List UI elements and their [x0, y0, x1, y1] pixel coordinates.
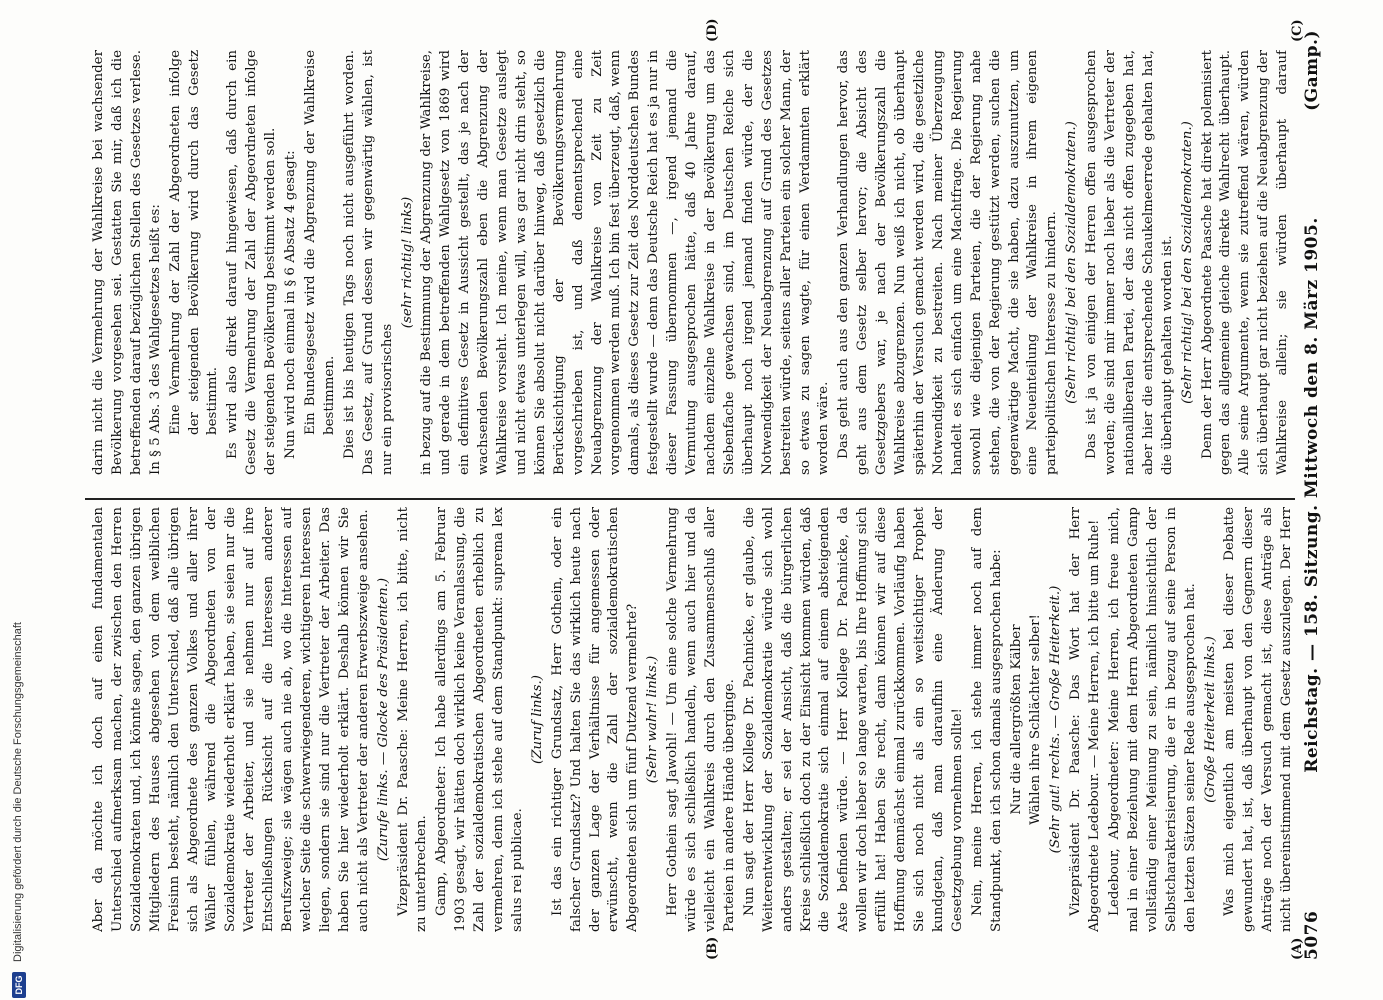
dfg-logo: DFG — [12, 972, 26, 998]
right-column-paragraph: Es wird also direkt darauf hingewiesen, daß durch ein Gesetz die Vermehrung der Zahl der Abgeordneten infolge der steigenden Bevölkerung bestimmt werden soll. — [225, 50, 279, 475]
margin-marker-b: (B) — [705, 936, 720, 960]
margin-marker-d: (D) — [705, 18, 720, 42]
left-column-paragraph: Was mich eigentlich am meisten bei dieser Debatte gewundert hat, ist, daß überhaupt von den Gegnern dieser Anträge noch der Versuch gemacht ist, diese Anträge als nicht übereinstimmend mit dem Gesetz auszulegen. Der Herr — [1222, 507, 1295, 932]
left-column-paragraph: (Sehr wahr! links.) — [645, 655, 661, 784]
page-header — [1302, 30, 1328, 960]
left-column-paragraph: (Zurufe links. — Glocke des Präsidenten.) — [375, 577, 391, 862]
margin-marker-c: (C) — [1290, 19, 1305, 42]
right-column-paragraph: (Sehr richtig! bei den Sozialdemokraten.) — [1179, 121, 1195, 404]
right-column-paragraph: (Sehr richtig! bei den Sozialdemokraten.) — [1064, 121, 1080, 404]
right-column-paragraph: Eine Vermehrung der Zahl der Abgeordneten infolge der steigenden Bevölkerung wird durch das Gesetz bestimmt. — [167, 50, 221, 435]
left-column-paragraph: Vizepräsident Dr. Paasche: Das Wort hat der Herr Abgeordnete Ledebour. — Meine Herren, ich bitte um Ruhe! — [1068, 507, 1103, 932]
right-column-paragraph: Ein Bundesgesetz wird die Abgrenzung der Wahlkreise bestimmen. — [302, 50, 337, 435]
left-column-paragraph: Ledebour, Abgeordneter: Meine Herren, ich freue mich, mal in einer Beziehung mit dem Herrn Abgeordneten Gamp vollständig einer Meinung zu sein, nämlich hinsichtlich der Selbstcharakterisierung, die er in bezug auf seine Person in den letzten Sätzen seiner Rede ausgesprochen hat. — [1107, 507, 1198, 932]
right-column-paragraph: Das ist ja von einigen der Herren offen ausgesprochen worden; die sind mir immer noch lieber als die Vertreter der nationalliberalen Partei, der das nicht offen zugegeben hat, aber hier die entsprechende Schaukelmeerrede gehalten hat, die überhaupt gehalten worden ist. — [1084, 50, 1175, 475]
page-number: 5076 — [1302, 910, 1322, 960]
left-column-paragraph: Nun sagt der Herr Kollege Dr. Pachnicke, er glaube, die Weiterentwicklung der Sozialdemokratie würde sich wohl anders gestalten; er sei der Ansicht, daß die bürgerlichen Kreise schließlich doch zu der Einsicht kommen würden, daß die Sozialdemokratie sich einmal auf einem absteigenden Aste befinden würde. — Herr Kollege Dr. Pachnicke, da wollen wir doch lieber so lange warten, bis Ihre Hoffnung sich erfüllt hat! Haben Sie recht, dann können wir auf diese Hoffnung demnächst einmal zurückkommen. Vorläufig haben Sie sich noch nicht als ein so weitsichtiger Prophet kundgetan, daß man daraufhin eine Änderung der Gesetzgebung vornehmen sollte! — [741, 507, 965, 932]
left-column-paragraph: Wählen ihre Schlächter selber! — [1028, 614, 1044, 825]
column-divider — [85, 498, 1295, 500]
digitization-footer — [12, 0, 28, 1000]
running-title: Reichstag. — 158. Sitzung. Mittwoch den 8. März 1905. — [1302, 217, 1322, 773]
left-column-paragraph: Aber da möchte ich doch auf einen fundamentalen Unterschied aufmerksam machen, der zwischen den Herren Sozialdemokraten und, ich könnte sagen, den ganzen übrigen Mitgliedern des Hauses abgesehen von dem weiblichen Freisinn besteht, nämlich den Unterschied, daß alle übrigen sich als Abgeordnete des ganzen Volkes und aller ihrer Wähler fühlen, während die Abgeordneten von der Sozialdemokratie wiederholt erklärt haben, sie seien nur die Vertreter der Arbeiter, und sie nehmen nur auf ihre Entschließungen Rücksicht auf die Interessen anderer Berufszweige; sie wägen auch nie ab, wo die Interessen auf welcher Seite die schwerwiegenderen, wichtigeren Interessen liegen, sondern sie sind nur die Vertreter der Arbeiter. Das haben Sie hier wiederholt erklärt. Deshalb können wir Sie auch nicht als Vertreter der anderen Erwerbszweige ansehen. — [91, 507, 371, 932]
right-column-paragraph: darin nicht die Vermehrung der Wahlkreise bei wachsender Bevölkerung vorgesehen sei. Gestatten Sie mir, daß ich die betreffenden darauf bezüglichen Stellen des Gesetzes verlese. In § 5 Abs. 3 des Wahlgesetzes heißt es: — [91, 50, 163, 475]
margin-marker-a: (A) — [1290, 937, 1305, 960]
right-column-paragraph: Dies ist bis heutigen Tags noch nicht ausgeführt worden. Das Gesetz, auf Grund dessen wir gegenwärtig wählen, ist nur ein provisorisches — [341, 50, 395, 475]
left-column-paragraph: Herr Gothein sagt Jawohl! — Um eine solche Vermehrung würde es sich schließlich handeln, wenn auch hier und da vielleicht ein Wahlkreis durch den Zusammenschluß aller Parteien in andere Hände überginge. — [665, 507, 737, 932]
right-column-paragraph: Denn der Herr Abgeordnete Paasche hat direkt polemisiert gegen das allgemeine gleiche direkte Wahlrecht überhaupt. Alle seine Argumente, wenn sie zutreffend wären, würden sich überhaupt gar nicht beziehen auf die Neuabgrenzung der Wahlkreise allein; sie würden überhaupt darauf — [1199, 50, 1291, 475]
right-column-paragraph: Das geht auch aus den ganzen Verhandlungen hervor, das geht aus dem Gesetz selber hervor; die Absicht des Gesetzgebers war, je nach der Bevölkerungszahl die Wahlkreise abzugrenzen. Nun weiß ich nicht, ob überhaupt späterhin der Versuch gemacht werden wird, die gesetzliche Notwendigkeit zu bestreiten. Nach meiner Überzeugung handelt es sich einfach um eine Machtfrage. Die Regierung sowohl wie diejenigen Parteien, die der Regierung nahe stehen, die von der Regierung gestützt werden, suchen die gegenwärtige Macht, die sie haben, dazu auszunutzen, um eine Neueinteilung der Wahlkreise in ihrem eigenen parteipolitischen Interesse zu hindern. — [836, 50, 1060, 475]
left-column-paragraph: Nur die allergrößten Kälber — [1008, 624, 1024, 815]
right-column-paragraph: in bezug auf die Bestimmung der Abgrenzung der Wahlkreise, und gerade in dem betreffenden Wahlgesetz von 1869 wird ein definitives Gesetz in Aussicht gestellt, das je nach der wachsenden Bevölkerungszahl eben die Abgrenzung der Wahlkreise vorsieht. Ich meine, wenn man Gesetze auslegt und nicht etwas unterlegen will, was gar nicht drin steht, so können Sie absolut nicht darüber hinweg, daß gesetzlich die Berücksichtigung der Bevölkerungsvermehrung vorgeschrieben ist, und daß dementsprechend eine Neuabgrenzung der Wahlkreise von Zeit zu Zeit vorgenommen werden muß. Ich bin fest überzeugt, daß, wenn damals, als dieses Gesetz zur Zeit des Norddeutschen Bundes festgestellt wurde — denn das Deutsche Reich hat es ja nur in dieser Fassung übernommen —, irgend jemand die Vermutung ausgesprochen hätte, daß 40 Jahre darauf, nachdem einzelne Wahlkreise in der Bevölkerung um das Siebenfache gewachsen sind, im Deutschen Reiche sich überhaupt noch irgend jemand finden würde, der die Notwendigkeit der Neuabgrenzung auf Grund des Gesetzes bestreiten würde, seitens aller Parteien ein solcher Mann, der so etwas zu sagen wagte, für einen Verdammten erklärt worden wäre. — [419, 50, 832, 475]
digitization-credit: Digitalisierung gefördert durch die Deutsche Forschungsgemeinschaft — [12, 622, 24, 962]
left-column-paragraph: (Zuruf links.) — [529, 674, 545, 765]
left-column-paragraph: Gamp, Abgeordneter: Ich habe allerdings am 5. Februar 1903 gesagt, wir hätten doch wirklich keine Veranlassung, die Zahl der sozialdemokratischen Abgeordneten erheblich zu vermehren, denn ich stehe auf dem Standpunkt: suprema lex salus rei publicae. — [434, 507, 525, 932]
right-column-paragraph: (sehr richtig! links) — [399, 196, 415, 329]
speaker-continuation: (Gamp.) — [1302, 30, 1322, 111]
right-column-paragraph: Nun wird noch einmal in § 6 Absatz 4 gesagt: — [283, 150, 299, 459]
left-column-paragraph: (Sehr gut! rechts. — Große Heiterkeit.) — [1048, 585, 1064, 854]
left-column-paragraph: Nein, meine Herren, ich stehe immer noch auf dem Standpunkt, den ich schon damals ausgesprochen habe: — [969, 507, 1004, 932]
left-column-paragraph: (Große Heiterkeit links.) — [1202, 636, 1218, 803]
left-column-paragraph: Ist das ein richtiger Grundsatz, Herr Gothein, oder ein falscher Grundsatz? Und halten Sie das wirklich heute nach der ganzen Lage der Verhältnisse für angemessen oder erwünscht, wenn die Zahl der sozialdemokratischen Abgeordneten sich um fünf Dutzend vermehrte? — [549, 507, 641, 932]
left-column-paragraph: Vizepräsident Dr. Paasche: Meine Herren, ich bitte, nicht zu unterbrechen. — [395, 507, 430, 932]
left-text-column — [90, 507, 1295, 932]
right-text-column — [90, 50, 1295, 475]
